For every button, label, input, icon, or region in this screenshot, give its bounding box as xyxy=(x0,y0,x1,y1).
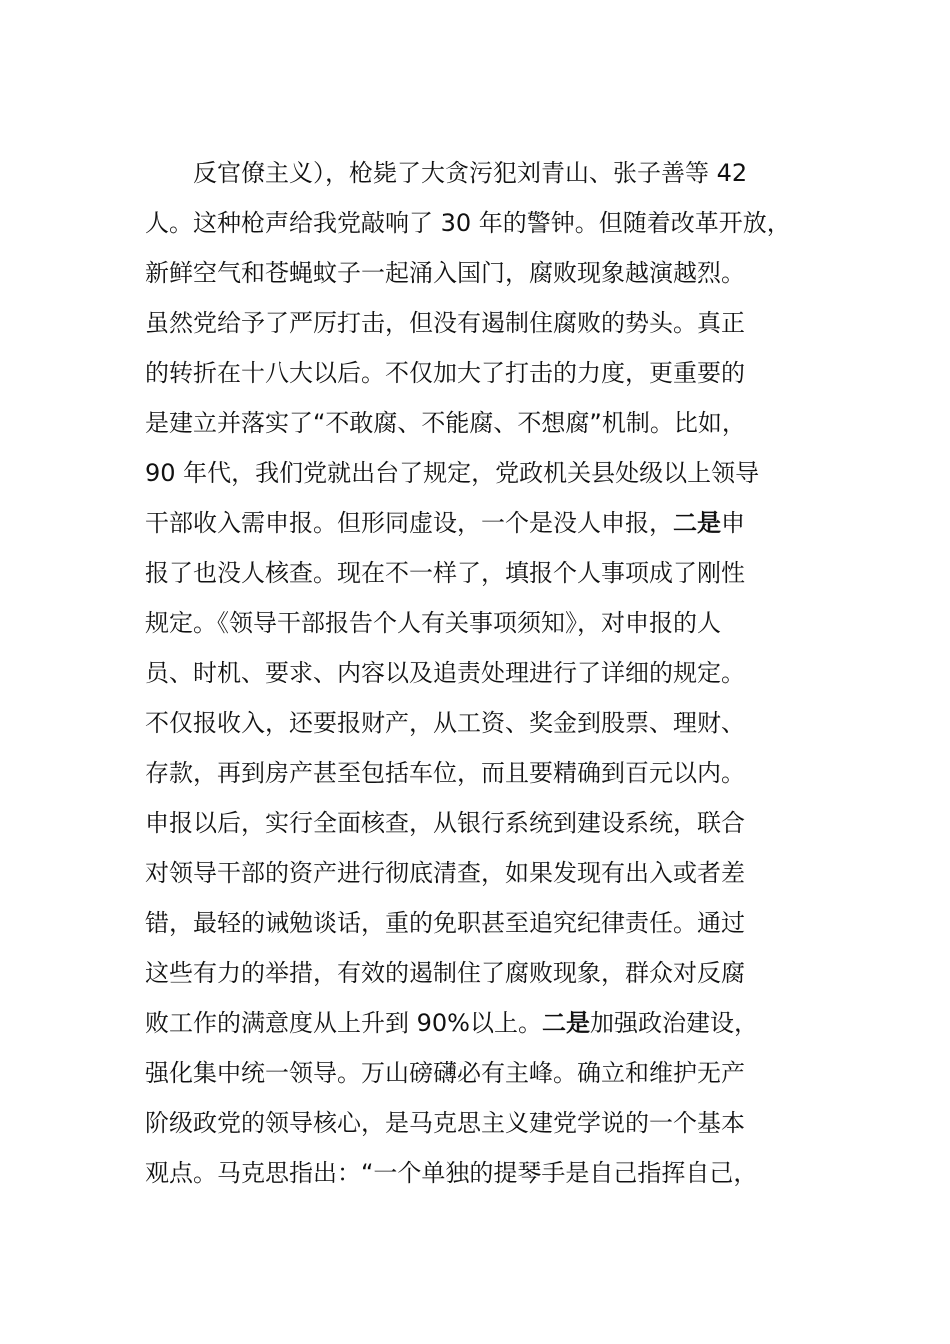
text-segment: 人。这种枪声给我党敲响了 30 年的警钟。但随着改革开放， xyxy=(145,209,791,237)
text-line xyxy=(145,1048,745,1098)
text-segment: 申 xyxy=(721,509,745,537)
text-segment: 虽然党给予了严厉打击，但没有遏制住腐败的势头。真正 xyxy=(145,309,745,337)
text-line xyxy=(145,798,745,848)
text-segment: 是建立并落实了“不敢腐、不能腐、不想腐”机制。比如， xyxy=(145,409,746,437)
text-segment: 阶级政党的领导核心，是马克思主义建党学说的一个基本 xyxy=(145,1109,745,1137)
text-segment: 反官僚主义），枪毙了大贪污犯刘青山、张子善等 42 xyxy=(193,159,748,187)
bold-enumerator: 二是 xyxy=(541,1009,590,1037)
text-segment: 90 年代，我们党就出台了规定，党政机关县处级以上领导 xyxy=(145,459,760,487)
text-line xyxy=(145,898,745,948)
text-line xyxy=(145,698,745,748)
text-segment: 干部收入需申报。但形同虚设，一个是没人申报， xyxy=(145,509,673,537)
text-line xyxy=(145,1148,757,1198)
text-segment: 报了也没人核查。现在不一样了，填报个人事项成了刚性 xyxy=(145,559,745,587)
bold-enumerator: 二是 xyxy=(673,509,721,537)
text-segment: 不仅报收入，还要报财产，从工资、奖金到股票、理财、 xyxy=(145,709,745,737)
text-segment: 这些有力的举措，有效的遏制住了腐败现象，群众对反腐 xyxy=(145,959,745,987)
text-line xyxy=(145,398,746,448)
text-line xyxy=(193,148,747,198)
text-segment: 规定。《领导干部报告个人有关事项须知》，对申报的人 xyxy=(145,609,721,637)
text-line xyxy=(145,998,758,1048)
text-line xyxy=(145,598,721,648)
text-segment: 的转折在十八大以后。不仅加大了打击的力度，更重要的 xyxy=(145,359,745,387)
text-segment: 对领导干部的资产进行彻底清查，如果发现有出入或者差 xyxy=(145,859,745,887)
text-line xyxy=(145,1098,745,1148)
text-segment: 错，最轻的诫勉谈话，重的免职甚至追究纪律责任。通过 xyxy=(145,909,745,937)
text-line xyxy=(145,848,745,898)
text-line xyxy=(145,248,745,298)
text-line xyxy=(145,448,759,498)
text-line xyxy=(145,748,745,798)
text-line xyxy=(145,548,745,598)
text-segment: 败工作的满意度从上升到 90%以上。 xyxy=(145,1009,542,1037)
text-line xyxy=(145,498,745,548)
text-segment: 新鲜空气和苍蝇蚊子一起涌入国门，腐败现象越演越烈。 xyxy=(145,259,745,287)
text-segment: 强化集中统一领导。万山磅礴必有主峰。确立和维护无产 xyxy=(145,1059,745,1087)
text-segment: 申报以后，实行全面核查，从银行系统到建设系统，联合 xyxy=(145,809,745,837)
text-segment: 观点。马克思指出：“一个单独的提琴手是自己指挥自己， xyxy=(145,1159,758,1187)
text-segment: 存款，再到房产甚至包括车位，而且要精确到百元以内。 xyxy=(145,759,745,787)
text-line xyxy=(145,948,745,998)
text-line xyxy=(145,648,745,698)
text-line xyxy=(145,298,745,348)
text-line xyxy=(145,348,745,398)
text-line xyxy=(145,198,791,248)
text-segment: 员、时机、要求、内容以及追责处理进行了详细的规定。 xyxy=(145,659,745,687)
text-segment: 加强政治建设， xyxy=(589,1009,758,1037)
